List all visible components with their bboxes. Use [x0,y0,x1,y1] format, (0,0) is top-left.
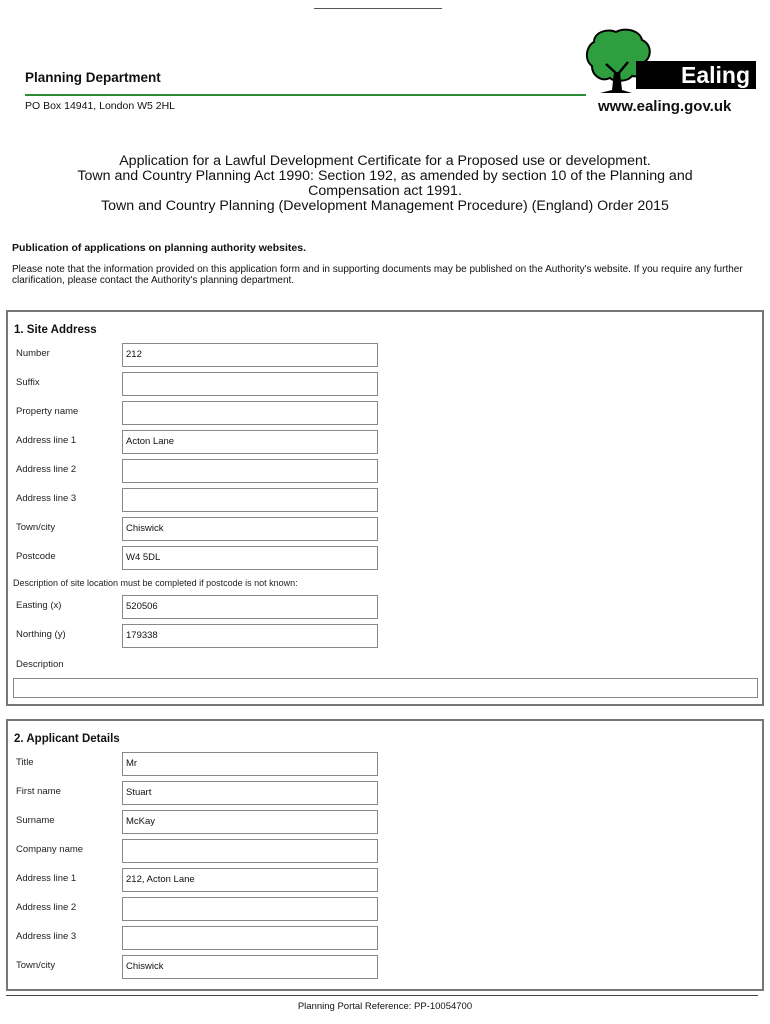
address-line-1-field[interactable]: Acton Lane [122,430,378,454]
field-label: Postcode [16,551,56,562]
field-label: Town/city [16,522,56,533]
town-city-field[interactable]: Chiswick [122,517,378,541]
title-line: Compensation act 1991. [308,183,462,199]
suffix-field[interactable] [122,372,378,396]
publication-heading: Publication of applications on planning authority websites. [12,242,307,254]
field-label: Address line 3 [16,931,77,942]
applicant-details-section [6,719,764,991]
field-label: Address line 2 [16,902,77,913]
postcode-field[interactable]: W4 5DL [122,546,378,570]
town-city-field[interactable]: Chiswick [122,955,378,979]
portal-reference: Planning Portal Reference: PP-10054700 [297,1001,473,1012]
number-field[interactable]: 212 [122,343,378,367]
field-label: Number [16,348,50,359]
title-field[interactable]: Mr [122,752,378,776]
title-line: Town and Country Planning Act 1990: Section 192, as amended by section 10 of the Planning and [77,168,693,184]
field-label: Town/city [16,960,56,971]
ealing-logo [584,28,756,94]
header-divider [25,94,586,96]
section-title: 1. Site Address [14,324,97,336]
footer-divider [6,995,758,996]
field-label: Company name [16,844,84,855]
address-line-2-field[interactable] [122,459,378,483]
logo-wordmark: Ealing [636,61,756,89]
surname-field[interactable]: McKay [122,810,378,834]
field-label: Address line 1 [16,873,77,884]
first-name-field[interactable]: Stuart [122,781,378,805]
department-address: PO Box 14941, London W5 2HL [25,100,176,112]
field-label: Address line 2 [16,464,77,475]
address-line-3-field[interactable] [122,926,378,950]
property-name-field[interactable] [122,401,378,425]
easting-field[interactable]: 520506 [122,595,378,619]
northing-field[interactable]: 179338 [122,624,378,648]
field-label: Northing (y) [16,629,66,640]
field-label: Description [16,659,64,670]
form-title [20,154,750,214]
field-label: Title [16,757,34,768]
field-label: Surname [16,815,55,826]
website-url[interactable]: www.ealing.gov.uk [598,98,732,115]
title-line: Town and Country Planning (Development Management Procedure) (England) Order 2015 [101,198,669,214]
description-field[interactable] [13,678,758,698]
field-label: Property name [16,406,79,417]
field-label: Suffix [16,377,40,388]
address-line-2-field[interactable] [122,897,378,921]
address-line-1-field[interactable]: 212, Acton Lane [122,868,378,892]
field-label: Easting (x) [16,600,62,611]
office-use-block [312,8,442,14]
section-title: 2. Applicant Details [14,733,120,745]
address-line-3-field[interactable] [122,488,378,512]
department-name: Planning Department [25,70,161,85]
field-label: First name [16,786,61,797]
location-note: Description of site location must be completed if postcode is not known: [13,578,298,588]
title-line: Application for a Lawful Development Certificate for a Proposed use or development. [119,153,651,169]
field-label: Address line 1 [16,435,77,446]
publication-text: Please note that the information provided on this application form and in supporting documents may be published on the Authority's website. If you require any further clarification, please contact the Authority's planning department. [12,264,743,286]
office-use-rule [314,8,442,9]
field-label: Address line 3 [16,493,77,504]
company-name-field[interactable] [122,839,378,863]
site-address-section [6,310,764,706]
